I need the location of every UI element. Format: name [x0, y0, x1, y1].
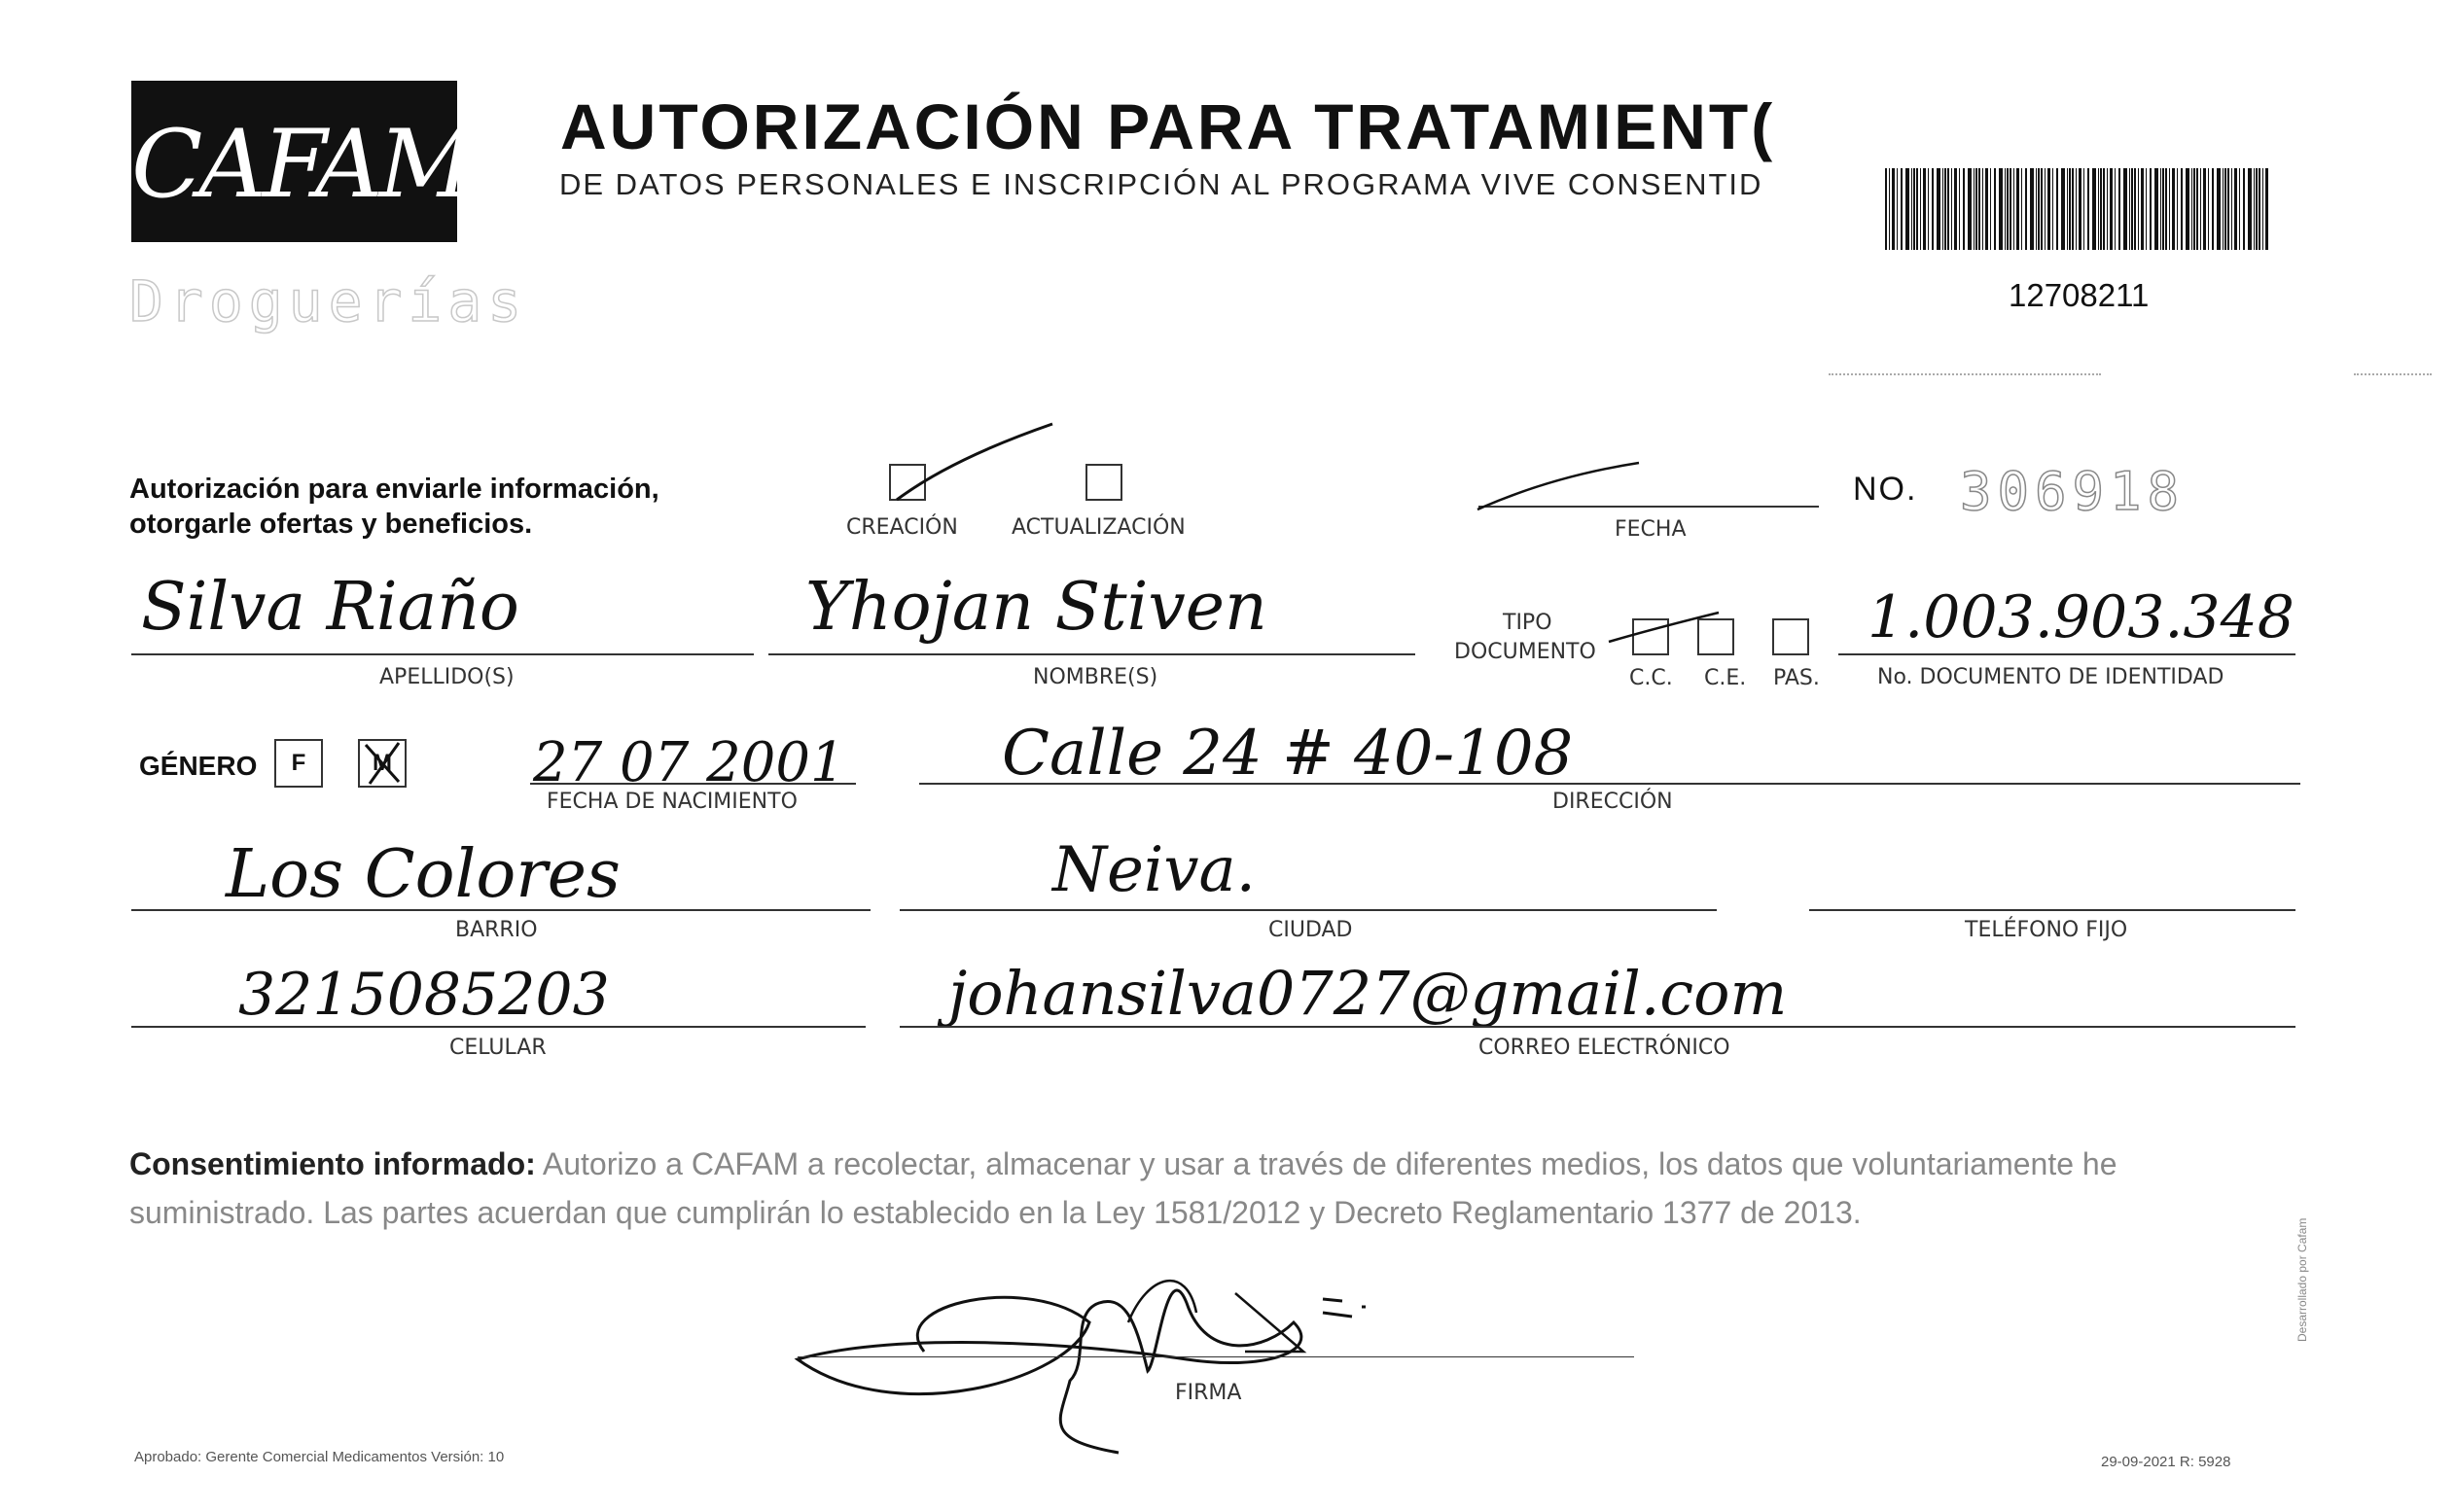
barrio-field[interactable]	[131, 909, 871, 911]
barcode-bar	[2036, 168, 2037, 250]
barcode-bar	[2208, 168, 2209, 250]
barcode-bar	[1942, 168, 1943, 250]
barcode-bar	[2223, 168, 2224, 250]
date-label: FECHA	[1615, 517, 1687, 542]
barcode-bar	[1928, 168, 1929, 250]
celular-label: CELULAR	[449, 1036, 547, 1060]
consent-text: Autorizo a CAFAM a recolectar, almacenar y usar a través de diferentes medios, los datos que voluntariamente he suministrado. Las partes acuerdan que cumplirán lo establecido en la Ley 1581/2012 y Decreto Reglamentario 1377 de 2013.	[129, 1146, 2117, 1230]
barcode-bar	[1947, 168, 1949, 250]
number-label: NO.	[1853, 471, 1918, 508]
barcode-bar	[1889, 168, 1890, 250]
nombres-field[interactable]	[768, 653, 1415, 655]
barcode-bar	[2234, 168, 2237, 250]
barcode-bar	[2231, 168, 2232, 250]
signature-field[interactable]	[798, 1356, 1634, 1357]
logo-subtitle: Droguerías	[129, 268, 528, 334]
barcode-bar	[2131, 168, 2133, 250]
consent-lead: Consentimiento informado:	[129, 1146, 536, 1181]
cc-label: C.C.	[1629, 666, 1673, 690]
celular-field[interactable]	[131, 1026, 866, 1028]
consent-paragraph	[129, 1140, 2298, 1237]
barcode-bar	[2098, 168, 2099, 250]
barcode-bar	[1937, 168, 1940, 250]
barcode-bar	[1968, 168, 1972, 250]
barcode-bar	[2041, 168, 2043, 250]
barcode-bar	[1954, 168, 1957, 250]
form-title: AUTORIZACIÓN PARA TRATAMIENT(	[560, 90, 1776, 162]
barcode-bar	[2115, 168, 2116, 250]
barcode-bar	[2256, 168, 2258, 250]
barcode-bar	[2092, 168, 2096, 250]
barcode-bar	[2248, 168, 2252, 250]
barcode-bar	[2010, 168, 2011, 250]
barcode-bar	[2254, 168, 2255, 250]
barcode-bar	[2007, 168, 2009, 250]
pas-label: PAS.	[1773, 666, 1820, 690]
barcode-bar	[2217, 168, 2221, 250]
strike-mark-icon	[1474, 457, 1649, 515]
genero-label: GÉNERO	[139, 751, 258, 781]
document-number-label: No. DOCUMENTO DE IDENTIDAD	[1877, 665, 2224, 689]
creation-label: CREACIÓN	[846, 515, 958, 540]
documento-label: DOCUMENTO	[1454, 640, 1596, 664]
signature-label: FIRMA	[1175, 1381, 1242, 1405]
address-field[interactable]	[919, 783, 2300, 785]
barcode-bar	[2169, 168, 2170, 250]
gender-f-label: F	[291, 750, 306, 776]
barcode-bar	[2100, 168, 2102, 250]
barcode-bar	[2030, 168, 2034, 250]
barcode-bar	[2129, 168, 2130, 250]
barcode-bar	[1911, 168, 1912, 250]
divider	[1829, 373, 2101, 375]
barcode-bar	[2191, 168, 2192, 250]
barcode-image	[1885, 168, 2270, 250]
barcode-bar	[1901, 168, 1903, 250]
check-mark-icon	[360, 737, 409, 790]
logo-text: CAFAM	[131, 110, 471, 219]
form-number: 306918	[1960, 461, 2186, 522]
barcode-bar	[2021, 168, 2022, 250]
barcode-bar	[2110, 168, 2113, 250]
barcode-bar	[2150, 168, 2152, 250]
barcode-bar	[1892, 168, 1895, 250]
barcode-bar	[2118, 168, 2120, 250]
barcode-bar	[2025, 168, 2027, 250]
barcode-bar	[2107, 168, 2108, 250]
ciudad-value: Neiva.	[1052, 834, 1256, 906]
barcode-bar	[2203, 168, 2206, 250]
barcode-bar	[1999, 168, 2003, 250]
update-label: ACTUALIZACIÓN	[1012, 515, 1186, 540]
barcode-bar	[1963, 168, 1965, 250]
barcode-bar	[2013, 168, 2014, 250]
barcode-bar	[2045, 168, 2046, 250]
barcode-bar	[2177, 168, 2178, 250]
barcode-bar	[2265, 168, 2268, 250]
barcode-bar	[2047, 168, 2050, 250]
nombres-label: NOMBRE(S)	[1033, 665, 1158, 689]
barcode-bar	[2200, 168, 2201, 250]
side-text: Desarrollado por Cafam	[2295, 1217, 2309, 1342]
barrio-value: Los Colores	[226, 836, 621, 913]
barcode-bar	[2079, 168, 2081, 250]
barcode-bar	[2016, 168, 2019, 250]
barcode-bar	[2138, 168, 2139, 250]
address-value: Calle 24 # 40-108	[1002, 718, 1574, 790]
barcode-bar	[2061, 168, 2065, 250]
barcode-bar	[2172, 168, 2175, 250]
barcode-bar	[2056, 168, 2058, 250]
birth-date-label: FECHA DE NACIMIENTO	[547, 790, 798, 814]
authorization-text	[129, 472, 659, 542]
barcode-bar	[2181, 168, 2183, 250]
apellidos-label: APELLIDO(S)	[379, 665, 515, 689]
apellidos-field[interactable]	[131, 653, 754, 655]
barcode-bar	[2196, 168, 2198, 250]
nombres-value: Yhojan Stiven	[805, 569, 1267, 646]
barcode-bar	[2212, 168, 2214, 250]
gender-f-checkbox[interactable]	[274, 739, 323, 788]
barcode-bar	[2052, 168, 2053, 250]
barcode-bar	[1944, 168, 1946, 250]
barcode-bar	[2259, 168, 2260, 250]
telefono-label: TELÉFONO FIJO	[1965, 918, 2128, 942]
barcode-bar	[2038, 168, 2040, 250]
check-mark-icon	[893, 420, 1058, 510]
barcode-bar	[1994, 168, 1996, 250]
telefono-field[interactable]	[1809, 909, 2295, 911]
barcode-bar	[2224, 168, 2226, 250]
barcode-bar	[1978, 168, 1980, 250]
authorization-text-line: Autorización para enviarle información,	[129, 474, 659, 505]
address-label: DIRECCIÓN	[1552, 790, 1673, 814]
barcode-bar	[2123, 168, 2127, 250]
barcode-bar	[1974, 168, 1975, 250]
barcode-bar	[2227, 168, 2229, 250]
barcode-bar	[2087, 168, 2089, 250]
barcode-bar	[2103, 168, 2105, 250]
update-checkbox[interactable]	[1085, 464, 1122, 501]
barcode-bar	[2162, 168, 2164, 250]
barcode-bar	[2069, 168, 2071, 250]
barcode-bar	[2134, 168, 2136, 250]
barcode-bar	[1990, 168, 1991, 250]
barcode-bar	[2186, 168, 2189, 250]
barcode-bar	[1885, 168, 1887, 250]
strike-mark-icon	[1607, 603, 1724, 651]
barcode-bar	[2067, 168, 2068, 250]
barcode-bar	[1905, 168, 1909, 250]
signature-image	[778, 1235, 1420, 1459]
tipo-label: TIPO	[1503, 611, 1552, 635]
barcode-bar	[2141, 168, 2144, 250]
apellidos-value: Silva Riaño	[141, 569, 519, 646]
form-subtitle: DE DATOS PERSONALES E INSCRIPCIÓN AL PROGRAMA VIVE CONSENTID	[559, 167, 1763, 201]
barcode-bar	[1951, 168, 1952, 250]
barcode-bar	[1982, 168, 1983, 250]
cafam-logo	[131, 81, 471, 242]
approval-note: Aprobado: Gerente Comercial Medicamentos Versión: 10	[134, 1449, 505, 1465]
barcode-bar	[1985, 168, 1988, 250]
gender-m-label: M	[373, 750, 392, 776]
document-number-value: 1.003.903.348	[1868, 583, 2295, 651]
barcode-bar	[1916, 168, 1918, 250]
barcode-bar	[1897, 168, 1898, 250]
email-field[interactable]	[900, 1026, 2295, 1028]
barcode-bar	[1913, 168, 1915, 250]
birth-date-field[interactable]	[530, 783, 856, 785]
barcode-bar	[2243, 168, 2245, 250]
barcode-bar	[2076, 168, 2077, 250]
barrio-label: BARRIO	[455, 918, 538, 942]
barcode-bar	[2160, 168, 2161, 250]
barcode-bar	[2239, 168, 2240, 250]
document-number-field[interactable]	[1838, 653, 2295, 655]
barcode-bar	[2193, 168, 2195, 250]
barcode-bar	[2146, 168, 2147, 250]
barcode-bar	[2005, 168, 2006, 250]
date-code: 29-09-2021 R: 5928	[2101, 1454, 2231, 1470]
barcode-bar	[1923, 168, 1926, 250]
birth-date-value: 27 07 2001	[533, 731, 845, 794]
barcode-bar	[1959, 168, 1960, 250]
ce-label: C.E.	[1704, 666, 1747, 690]
barcode-bar	[2165, 168, 2167, 250]
celular-value: 3215085203	[238, 961, 610, 1029]
barcode-bar	[2072, 168, 2074, 250]
email-value: johansilva0727@gmail.com	[948, 958, 1788, 1029]
pas-checkbox[interactable]	[1772, 618, 1809, 655]
ciudad-field[interactable]	[900, 909, 1717, 911]
barcode-bar	[1920, 168, 1921, 250]
barcode-bar	[1932, 168, 1934, 250]
barcode-number: 12708211	[2009, 277, 2150, 313]
authorization-text-line: otorgarle ofertas y beneficios.	[129, 509, 533, 540]
barcode-bar	[2154, 168, 2158, 250]
ciudad-label: CIUDAD	[1268, 918, 1353, 942]
divider	[2354, 373, 2432, 375]
email-label: CORREO ELECTRÓNICO	[1478, 1036, 1730, 1060]
barcode-bar	[2262, 168, 2263, 250]
barcode-bar	[1975, 168, 1977, 250]
barcode-bar	[2083, 168, 2084, 250]
